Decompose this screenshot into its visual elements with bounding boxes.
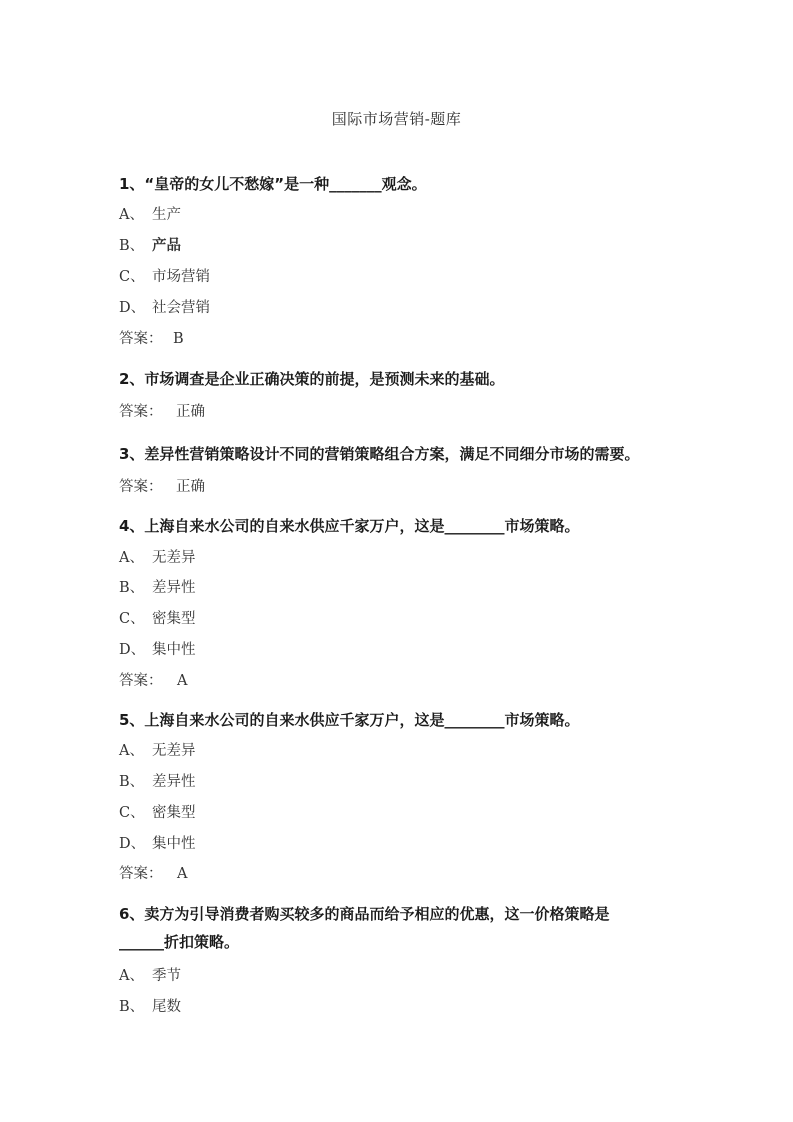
question-4-option-c (119, 608, 196, 630)
question-5-option-c (119, 802, 196, 824)
option-letter: D、 (119, 642, 146, 658)
question-1-option-b (119, 235, 181, 257)
question-4-option-b (119, 577, 196, 599)
answer-label: 答案： (119, 479, 163, 495)
option-letter: D、 (119, 836, 146, 852)
option-letter: B、 (119, 774, 145, 790)
option-text: 尾数 (152, 999, 181, 1015)
question-1-option-d (119, 297, 210, 319)
answer-label: 答案： (119, 331, 163, 347)
option-text: 差异性 (152, 774, 196, 790)
question-2-answer (119, 401, 205, 423)
option-text: 无差异 (152, 743, 196, 759)
option-letter: C、 (119, 611, 145, 627)
question-5-option-d (119, 833, 196, 855)
question-3-answer (119, 476, 205, 498)
question-5-option-b (119, 771, 196, 793)
option-text: 无差异 (152, 550, 196, 566)
question-1-answer (119, 328, 184, 350)
question-5-option-a (119, 740, 196, 762)
question-6-option-a (119, 965, 181, 987)
question-5-text: 5、上海自来水公司的自来水供应千家万户，这是________市场策略。 (119, 711, 580, 729)
option-text: 季节 (152, 968, 181, 984)
answer-value: 正确 (176, 404, 205, 420)
option-text: 密集型 (152, 611, 196, 627)
question-5-answer (119, 863, 187, 885)
answer-value: 正确 (176, 479, 205, 495)
option-text: 集中性 (152, 642, 196, 658)
question-4-answer (119, 670, 187, 692)
option-text: 社会营销 (152, 300, 210, 316)
option-text: 生产 (152, 207, 181, 223)
option-letter: C、 (119, 269, 145, 285)
option-letter: B、 (119, 999, 145, 1015)
question-1-option-a (119, 204, 181, 226)
question-4-option-d (119, 639, 196, 661)
answer-value: A (177, 866, 188, 882)
document-title: 国际市场营销-题库 (331, 110, 462, 128)
option-letter: A、 (119, 207, 144, 223)
option-text: 产品 (152, 238, 181, 254)
option-text: 市场营销 (152, 269, 210, 285)
option-letter: B、 (119, 238, 145, 254)
option-text: 集中性 (152, 836, 196, 852)
option-letter: A、 (119, 968, 144, 984)
question-1-text: 1、“皇帝的女儿不愁嫁”是一种_______观念。 (119, 175, 427, 193)
question-3-text: 3、差异性营销策略设计不同的营销策略组合方案，满足不同细分市场的需要。 (119, 445, 640, 463)
answer-label: 答案： (119, 404, 163, 420)
question-2-text: 2、市场调查是企业正确决策的前提，是预测未来的基础。 (119, 370, 505, 388)
option-letter: D、 (119, 300, 146, 316)
option-letter: A、 (119, 743, 144, 759)
answer-value: B (173, 331, 184, 347)
answer-label: 答案： (119, 866, 163, 882)
option-letter: C、 (119, 805, 145, 821)
option-letter: A、 (119, 550, 144, 566)
answer-label: 答案： (119, 673, 163, 689)
question-4-text: 4、上海自来水公司的自来水供应千家万户，这是________市场策略。 (119, 517, 580, 535)
question-6-text-continued: ______折扣策略。 (119, 933, 240, 951)
question-6-option-b (119, 996, 181, 1018)
question-6-text: 6、卖方为引导消费者购买较多的商品而给予相应的优惠，这一价格策略是 (119, 905, 610, 923)
question-1-option-c (119, 266, 210, 288)
answer-value: A (177, 673, 188, 689)
option-letter: B、 (119, 580, 145, 596)
option-text: 密集型 (152, 805, 196, 821)
option-text: 差异性 (152, 580, 196, 596)
question-4-option-a (119, 547, 196, 569)
